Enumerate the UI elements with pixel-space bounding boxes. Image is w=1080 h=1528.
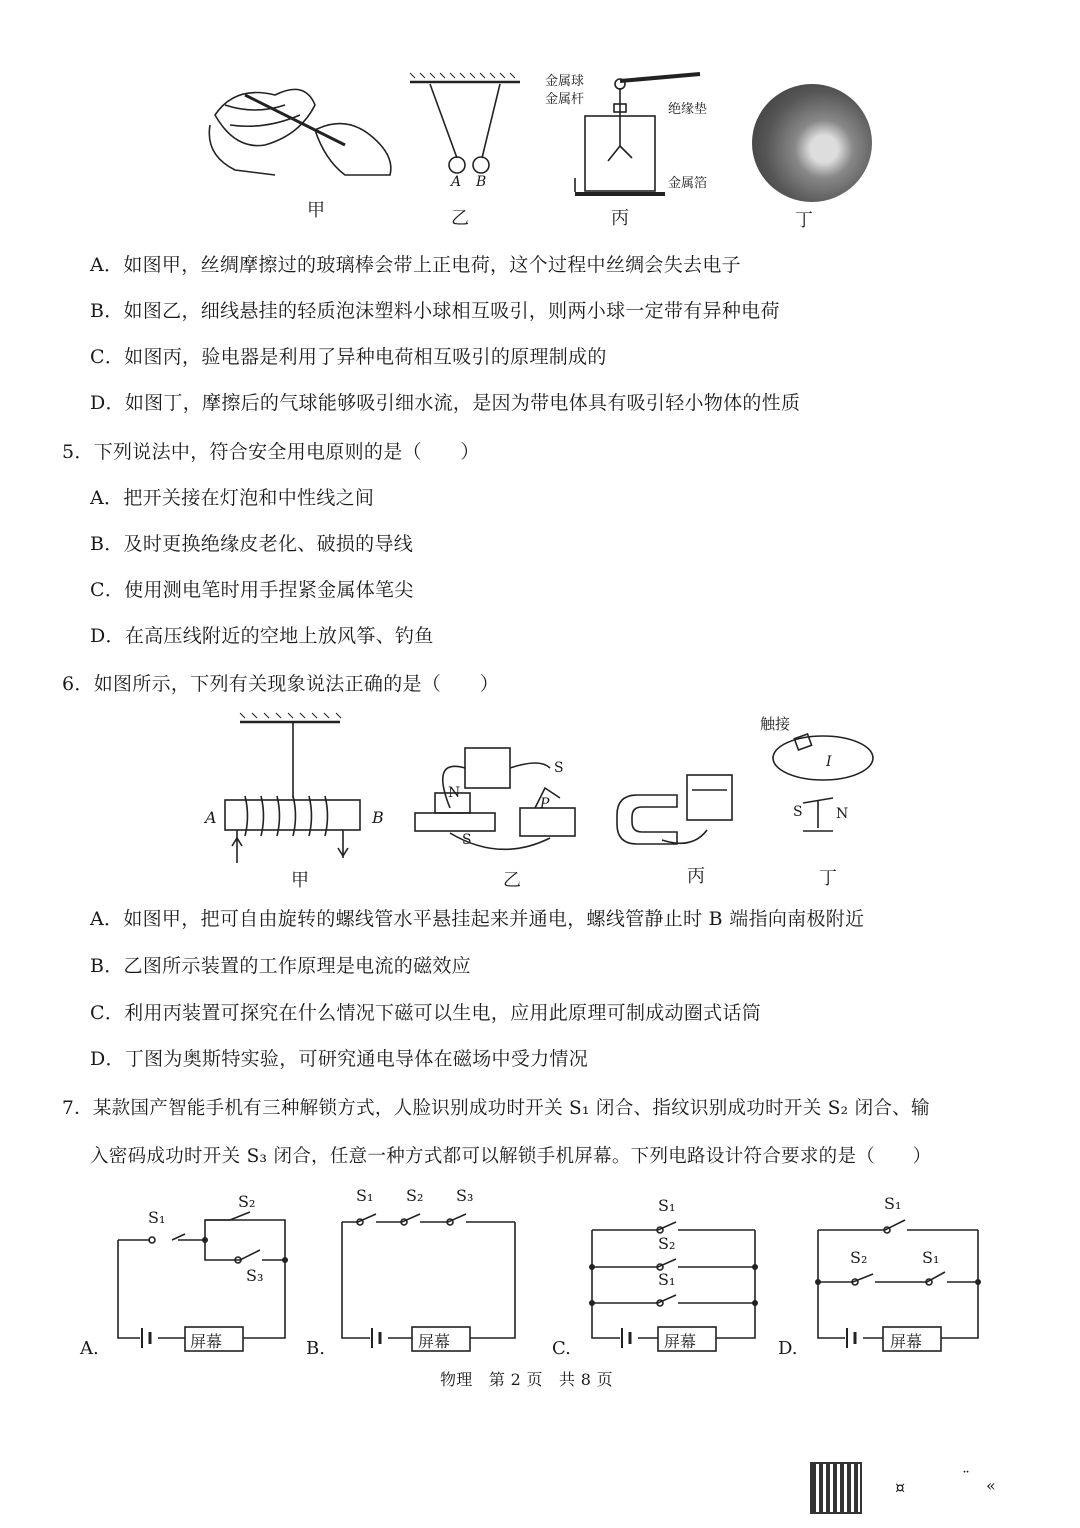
fig6-bing-label: 丙 bbox=[687, 866, 705, 887]
fig-bing-label: 丙 bbox=[611, 208, 629, 229]
fig-jia-rubbing-illustration bbox=[205, 75, 405, 195]
circuit-a-label: A. bbox=[80, 1338, 99, 1359]
circuit-b-s3: S₃ bbox=[456, 1186, 474, 1205]
fig6-ding-pole-n: N bbox=[836, 806, 849, 822]
circuit-d-label: D. bbox=[778, 1338, 798, 1359]
q6-option-c: C．利用丙装置可探究在什么情况下磁可以生电，应用此原理可制成动圈式话筒 bbox=[90, 1002, 762, 1024]
q6-option-b: B．乙图所示装置的工作原理是电流的磁效应 bbox=[90, 955, 471, 977]
fig6-jia-solenoid bbox=[215, 718, 375, 863]
q5-option-c: C．使用测电笔时用手捏紧金属体笔尖 bbox=[90, 579, 414, 601]
q4-option-d: D．如图丁，摩擦后的气球能够吸引细水流，是因为带电体具有吸引轻小物体的性质 bbox=[90, 392, 801, 414]
fig-yi-pith-balls bbox=[410, 78, 520, 198]
solenoid-end-a: A bbox=[205, 808, 217, 827]
part-metal-rod: 金属杆 bbox=[545, 92, 585, 107]
q6-option-d: D．丁图为奥斯特实验，可研究通电导体在磁场中受力情况 bbox=[90, 1048, 589, 1070]
circuit-c-s1-top: S₁ bbox=[658, 1196, 676, 1215]
part-insulating-pad: 绝缘垫 bbox=[668, 102, 708, 117]
circuit-b-screen: 屏幕 bbox=[418, 1332, 451, 1351]
ball-a bbox=[449, 157, 465, 173]
fig6-yi-mark-s-bottom: S bbox=[462, 832, 472, 848]
q5-option-b: B．及时更换绝缘皮老化、破损的导线 bbox=[90, 533, 414, 555]
circuit-d-s1-top: S₁ bbox=[884, 1194, 902, 1213]
fig-ding-balloon-photo bbox=[752, 84, 872, 202]
fig-jia-label: 甲 bbox=[307, 200, 325, 221]
circuit-a-s3: S₃ bbox=[246, 1266, 264, 1285]
q4-option-c: C．如图丙，验电器是利用了异种电荷相互吸引的原理制成的 bbox=[90, 346, 607, 368]
q6-option-a: A．如图甲，把可自由旋转的螺线管水平悬挂起来并通电，螺线管静止时 B 端指向南极附近 bbox=[90, 908, 865, 930]
circuit-c-s2: S₂ bbox=[658, 1234, 676, 1253]
circuit-c-s1-bottom: S₁ bbox=[658, 1270, 676, 1289]
solenoid-end-b: B bbox=[372, 808, 384, 827]
ball-a-label: A bbox=[451, 174, 462, 190]
q7-stem-line2: 入密码成功时开关 S₃ 闭合，任意一种方式都可以解锁手机屏幕。下列电路设计符合要求的是（ ） bbox=[90, 1146, 932, 1167]
fig6-yi-mark-p: P bbox=[540, 796, 550, 812]
q7-stem-line1: 7．某款国产智能手机有三种解锁方式，人脸识别成功时开关 S₁ 闭合、指纹识别成功时开关 S₂ 闭合、输 bbox=[62, 1098, 930, 1119]
circuit-a-screen: 屏幕 bbox=[190, 1332, 223, 1351]
circuit-b-s2: S₂ bbox=[406, 1186, 424, 1205]
fig6-ding-pole-s: S bbox=[793, 804, 803, 820]
fig-yi-label: 乙 bbox=[451, 208, 469, 229]
footer-symbol-1: ¤ bbox=[895, 1478, 906, 1497]
circuit-d-s1-right: S₁ bbox=[922, 1248, 940, 1267]
fig6-jia-label: 甲 bbox=[291, 870, 309, 891]
fig-ding-label: 丁 bbox=[795, 210, 813, 231]
fig6-bing-induction bbox=[612, 770, 742, 850]
q5-stem: 5．下列说法中，符合安全用电原则的是（ ） bbox=[62, 441, 480, 463]
ball-b-label: B bbox=[476, 174, 487, 190]
circuit-b-s1: S₁ bbox=[356, 1186, 374, 1205]
circuit-d-screen: 屏幕 bbox=[890, 1332, 923, 1351]
ball-b bbox=[473, 157, 489, 173]
q5-option-a: A．把开关接在灯泡和中性线之间 bbox=[90, 487, 375, 509]
fig6-yi-motor bbox=[410, 738, 590, 858]
part-metal-ball: 金属球 bbox=[545, 74, 585, 89]
q4-option-b: B．如图乙，细线悬挂的轻质泡沫塑料小球相互吸引，则两小球一定带有异种电荷 bbox=[90, 300, 780, 322]
circuit-c-label: C. bbox=[552, 1338, 571, 1359]
q6-stem: 6．如图所示，下列有关现象说法正确的是（ ） bbox=[62, 673, 499, 695]
circuit-c-screen: 屏幕 bbox=[664, 1332, 697, 1351]
circuit-b-label: B. bbox=[306, 1338, 325, 1359]
fig6-ding-oersted bbox=[768, 728, 888, 843]
fig6-ding-label: 丁 bbox=[819, 868, 837, 889]
circuit-d-s2: S₂ bbox=[850, 1248, 868, 1267]
fig6-yi-label: 乙 bbox=[503, 870, 521, 891]
part-metal-foil: 金属箔 bbox=[668, 176, 708, 191]
fig6-ding-touch-label: 触接 bbox=[760, 715, 791, 733]
page-footer: 物理 第 2 页 共 8 页 bbox=[440, 1370, 613, 1389]
fig6-ding-current-label: I bbox=[826, 754, 832, 770]
fig6-yi-mark-s-switch: S bbox=[554, 760, 564, 776]
circuit-a-s2: S₂ bbox=[238, 1192, 256, 1211]
qr-code-icon bbox=[810, 1462, 862, 1514]
circuit-a-s1: S₁ bbox=[148, 1208, 166, 1227]
footer-symbol-3: « bbox=[986, 1476, 996, 1495]
q5-option-d: D．在高压线附近的空地上放风筝、钓鱼 bbox=[90, 625, 434, 647]
q4-option-a: A．如图甲，丝绸摩擦过的玻璃棒会带上正电荷，这个过程中丝绸会失去电子 bbox=[90, 254, 741, 276]
fig6-yi-mark-n: N bbox=[448, 785, 461, 801]
footer-symbol-2: ¨ bbox=[962, 1468, 970, 1487]
